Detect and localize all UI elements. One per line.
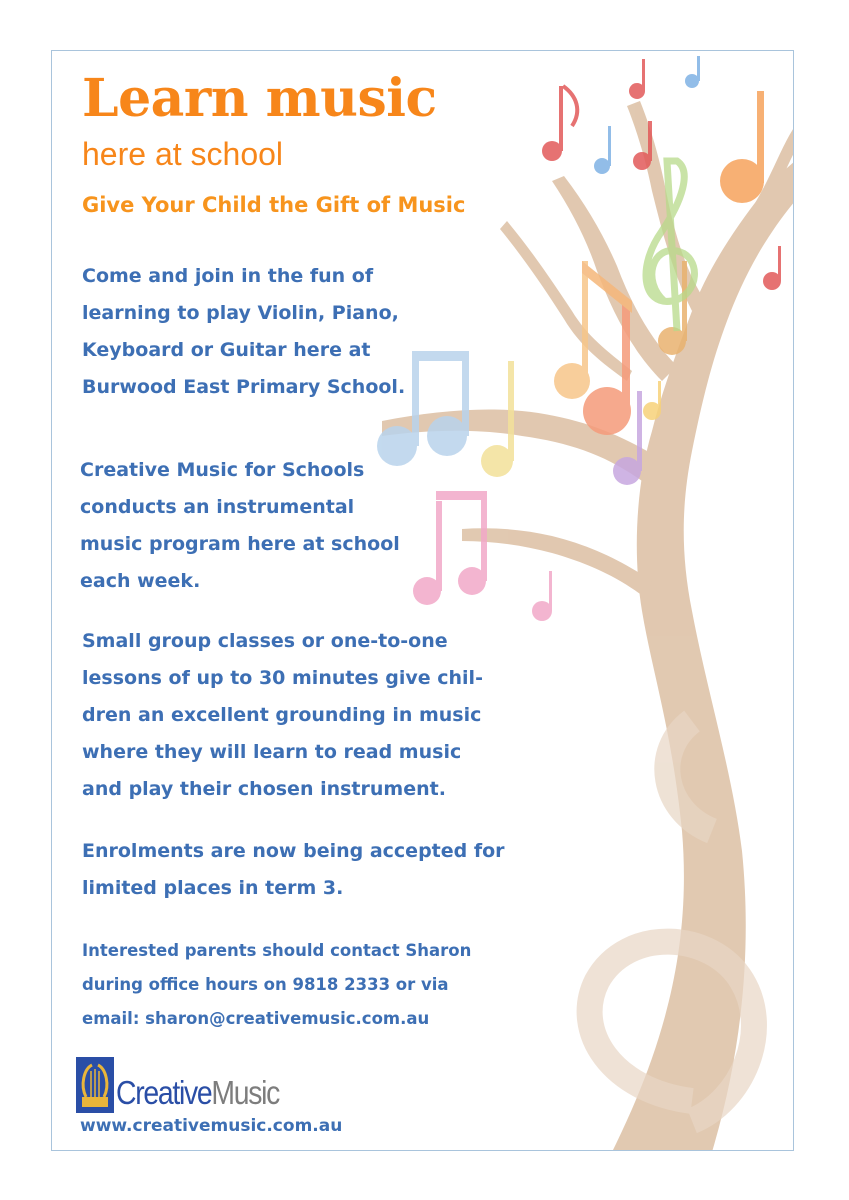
- logo-word-creative: Creative: [116, 1074, 212, 1111]
- text-line: Burwood East Primary School.: [82, 376, 406, 398]
- text-line: where they will learn to read music: [82, 741, 462, 763]
- logo-word-music: Music: [211, 1074, 280, 1111]
- text-line: during office hours on 9818 2333 or via: [82, 975, 449, 994]
- text-line: and play their chosen instrument.: [82, 778, 446, 800]
- text-line: Enrolments are now being accepted for: [82, 840, 505, 862]
- contact-info: [82, 934, 471, 1036]
- text-line: Small group classes or one-to-one: [82, 630, 448, 652]
- program-paragraph: [80, 452, 400, 600]
- lyre-icon: [76, 1057, 114, 1113]
- text-line: conducts an instrumental: [80, 496, 355, 518]
- creative-music-logo: [76, 1051, 306, 1113]
- text-line: lessons of up to 30 minutes give chil-: [82, 667, 483, 689]
- tagline: Give Your Child the Gift of Music: [82, 193, 466, 217]
- page-subtitle: here at school: [82, 136, 284, 172]
- text-line: limited places in term 3.: [82, 877, 344, 899]
- enrolments-paragraph: [82, 833, 505, 907]
- text-line: each week.: [80, 570, 201, 592]
- text-line: music program here at school: [80, 533, 400, 555]
- text-line: Keyboard or Guitar here at: [82, 339, 371, 361]
- text-line: Interested parents should contact Sharon: [82, 941, 472, 960]
- contact-email[interactable]: email: sharon@creativemusic.com.au: [82, 1009, 430, 1028]
- intro-paragraph: [82, 258, 405, 406]
- text-line: Creative Music for Schools: [80, 459, 365, 481]
- text-line: learning to play Violin, Piano,: [82, 302, 399, 324]
- logo-wordmark: [116, 1073, 279, 1113]
- website-link[interactable]: www.creativemusic.com.au: [80, 1116, 343, 1136]
- page-title: Learn music: [82, 68, 437, 129]
- text-line: dren an excellent grounding in music: [82, 704, 482, 726]
- classes-paragraph: [82, 623, 483, 808]
- flyer-frame: [51, 50, 794, 1151]
- text-line: Come and join in the fun of: [82, 265, 374, 287]
